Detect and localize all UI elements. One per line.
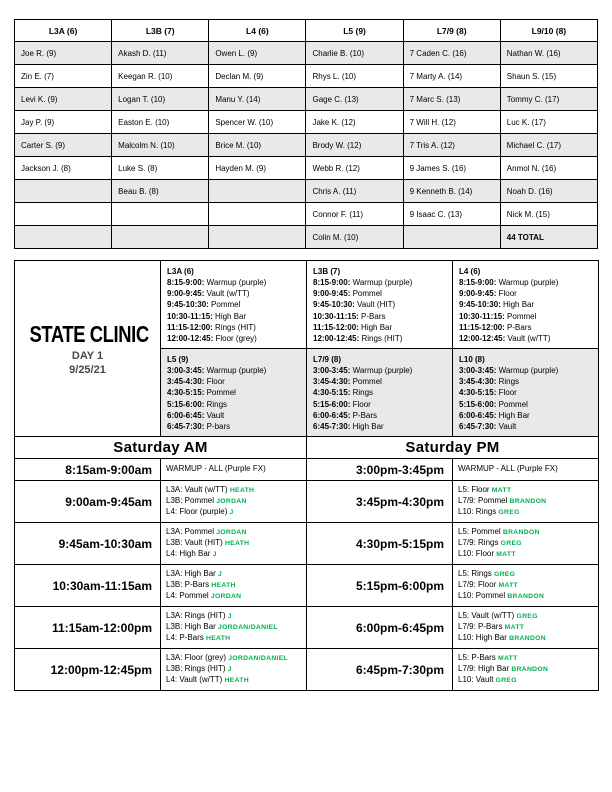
roster-athlete-cell: Webb R. (12)	[306, 157, 403, 180]
roster-athlete-cell: 7 Marty A. (14)	[403, 65, 500, 88]
level-slot: 9:45-10:30: High Bar	[459, 300, 535, 310]
level-slot: 9:00-9:45: Pommel	[313, 289, 382, 299]
roster-empty-cell	[112, 203, 209, 226]
roster-athlete-cell: Anmol N. (16)	[500, 157, 597, 180]
level-slot: 5:15-6:00: Floor	[313, 399, 371, 409]
assignment-line: L10: Rings GREG	[458, 506, 520, 516]
pm-time-slot: 3:00pm-3:45pm	[307, 459, 453, 481]
roster-athlete-cell: 7 Will H. (12)	[403, 111, 500, 134]
roster-athlete-cell: Jay P. (9)	[15, 111, 112, 134]
level-block-l79	[307, 349, 453, 437]
level-block-l3a	[161, 261, 307, 349]
coach-name: HEATH	[227, 487, 255, 495]
assignment-line: L3A: Vault (w/TT) HEATH	[166, 485, 255, 495]
schedule-row	[15, 459, 599, 481]
level-slot: 3:00-3:45: Warmup (purple)	[459, 366, 559, 376]
coach-name: MATT	[494, 550, 516, 558]
roster-athlete-cell: Carter S. (9)	[15, 134, 112, 157]
roster-athlete-cell: Owen L. (9)	[209, 42, 306, 65]
assignment-line: L4: Pommel JORDAN	[166, 590, 242, 600]
coach-name: MATT	[489, 487, 512, 495]
level-title: L5 (9)	[167, 355, 189, 365]
pm-time-slot: 5:15pm-6:00pm	[307, 565, 453, 607]
level-slot: 11:15-12:00: High Bar	[313, 322, 393, 332]
coach-name: GREG	[498, 540, 522, 548]
roster-athlete-cell: Keegan R. (10)	[112, 65, 209, 88]
assignment-line: WARMUP - ALL (Purple FX)	[166, 464, 266, 474]
assignment-line: L3B: Rings (HIT) J	[166, 664, 232, 674]
level-slot: 6:45-7:30: Vault	[459, 421, 517, 431]
pm-time-slot: 3:45pm-4:30pm	[307, 481, 453, 523]
assignment-line: L5: Vault (w/TT) GREG	[458, 611, 538, 621]
coach-name: MATT	[495, 655, 518, 663]
level-slot: 10:30-11:15: P-Bars	[313, 311, 386, 321]
roster-row	[15, 203, 598, 226]
roster-header-row	[15, 20, 598, 42]
level-slot: 9:45-10:30: Pommel	[167, 300, 241, 310]
level-block-l5	[161, 349, 307, 437]
roster-total-cell: 44 TOTAL	[500, 226, 597, 249]
roster-athlete-cell: Brice M. (10)	[209, 134, 306, 157]
level-slot: 8:15-9:00: Warmup (purple)	[459, 278, 559, 288]
coach-name: J	[215, 571, 223, 579]
am-time-slot: 8:15am-9:00am	[15, 459, 161, 481]
pm-assignments	[453, 565, 599, 607]
coach-name: MATT	[502, 624, 525, 632]
coach-name: MATT	[496, 582, 519, 590]
roster-athlete-cell: 7 Tris A. (12)	[403, 134, 500, 157]
am-time-slot: 10:30am-11:15am	[15, 565, 161, 607]
page-content	[14, 19, 598, 691]
roster-athlete-cell: Easton E. (10)	[112, 111, 209, 134]
roster-empty-cell	[209, 180, 306, 203]
roster-athlete-cell: 9 Isaac C. (13)	[403, 203, 500, 226]
assignment-line: L5: Pommel BRANDON	[458, 527, 540, 537]
am-time-slot: 9:45am-10:30am	[15, 523, 161, 565]
assignment-line: L3B: P-Bars HEATH	[166, 580, 236, 590]
assignment-line: L3B: Pommel JORDAN	[166, 496, 247, 506]
am-assignments	[161, 649, 307, 691]
level-slot: 6:00-6:45: P-Bars	[313, 410, 378, 420]
coach-name: J	[225, 666, 232, 674]
level-slot: 6:00-6:45: Vault	[167, 410, 225, 420]
am-assignments	[161, 607, 307, 649]
level-slot: 9:00-9:45: Floor	[459, 289, 517, 299]
roster-athlete-cell: Logan T. (10)	[112, 88, 209, 111]
level-slot: 12:00-12:45: Rings (HIT)	[313, 333, 403, 343]
assignment-line: L10: High Bar BRANDON	[458, 632, 546, 642]
roster-athlete-cell: Akash D. (11)	[112, 42, 209, 65]
level-slot: 3:45-4:30: Floor	[167, 377, 225, 387]
clinic-date: 9/25/21	[69, 364, 106, 376]
pm-assignments	[453, 523, 599, 565]
am-assignments	[161, 459, 307, 481]
roster-empty-cell	[15, 180, 112, 203]
level-title: L7/9 (8)	[313, 355, 342, 365]
assignment-line: L7/9: P-Bars MATT	[458, 622, 525, 632]
assignment-line: L5: P-Bars MATT	[458, 653, 518, 663]
level-slot: 12:00-12:45: Floor (grey)	[167, 333, 257, 343]
assignment-line: L4: P-Bars HEATH	[166, 632, 231, 642]
level-slot: 5:15-6:00: Rings	[167, 399, 228, 409]
coach-name: HEATH	[222, 540, 250, 548]
assignment-line: L7/9: High Bar BRANDON	[458, 664, 549, 674]
coach-name: HEATH	[209, 582, 236, 590]
assignment-line: L4: Floor (purple) J	[166, 506, 234, 516]
level-slot: 8:15-9:00: Warmup (purple)	[313, 278, 413, 288]
coach-name: JORDAN	[214, 529, 247, 537]
assignment-line: WARMUP - ALL (Purple FX)	[458, 464, 558, 474]
schedule-row	[15, 649, 599, 691]
clinic-schedule-table	[14, 260, 599, 691]
coach-name: BRANDON	[506, 634, 546, 642]
coach-name: J	[210, 550, 217, 558]
roster-athlete-cell: 7 Marc S. (13)	[403, 88, 500, 111]
roster-athlete-cell: Joe R. (9)	[15, 42, 112, 65]
assignment-line: L5: Rings GREG	[458, 569, 516, 579]
assignment-line: L5: Floor MATT	[458, 485, 512, 495]
pm-time-slot: 6:00pm-6:45pm	[307, 607, 453, 649]
roster-athlete-cell: Hayden M. (9)	[209, 157, 306, 180]
level-slot: 4:30-5:15: Pommel	[167, 388, 236, 398]
clinic-title: STATE CLINIC	[29, 321, 149, 347]
assignment-line: L10: Vault GREG	[458, 674, 517, 684]
pm-assignments	[453, 481, 599, 523]
roster-athlete-cell: Malcolm N. (10)	[112, 134, 209, 157]
assignment-line: L7/9: Rings GREG	[458, 538, 522, 548]
roster-row	[15, 88, 598, 111]
roster-athlete-cell: Connor F. (11)	[306, 203, 403, 226]
pm-assignments	[453, 649, 599, 691]
coach-name: HEATH	[203, 634, 231, 642]
roster-row	[15, 134, 598, 157]
roster-row	[15, 157, 598, 180]
assignment-line: L3A: Rings (HIT) J	[166, 611, 232, 621]
level-slot: 6:45-7:30: High Bar	[313, 421, 384, 431]
roster-table	[14, 19, 598, 249]
roster-empty-cell	[15, 226, 112, 249]
roster-athlete-cell: Tommy C. (17)	[500, 88, 597, 111]
am-assignments	[161, 481, 307, 523]
roster-athlete-cell: Nick M. (15)	[500, 203, 597, 226]
roster-athlete-cell: Luc K. (17)	[500, 111, 597, 134]
roster-athlete-cell: Declan M. (9)	[209, 65, 306, 88]
assignment-line: L10: Pommel BRANDON	[458, 590, 545, 600]
level-slot: 4:30-5:15: Rings	[313, 388, 374, 398]
am-assignments	[161, 523, 307, 565]
level-slot: 3:45-4:30: Rings	[459, 377, 520, 387]
roster-column-header: L5 (9)	[306, 20, 403, 42]
coach-name: JORDAN	[214, 498, 247, 506]
am-assignments	[161, 565, 307, 607]
assignment-line: L3B: High Bar JORDAN/DANIEL	[166, 622, 278, 632]
assignment-line: L4: High Bar J	[166, 548, 217, 558]
level-block-l4	[453, 261, 599, 349]
roster-athlete-cell: Michael C. (17)	[500, 134, 597, 157]
level-slot: 10:30-11:15: Pommel	[459, 311, 537, 321]
roster-empty-cell	[112, 226, 209, 249]
level-slot: 3:00-3:45: Warmup (purple)	[313, 366, 413, 376]
roster-athlete-cell: Brody W. (12)	[306, 134, 403, 157]
level-title: L4 (6)	[459, 267, 481, 277]
roster-row	[15, 226, 598, 249]
roster-column-header: L3B (7)	[112, 20, 209, 42]
level-slot: 6:45-7:30: P-bars	[167, 421, 231, 431]
level-title: L3B (7)	[313, 267, 341, 277]
am-time-slot: 11:15am-12:00pm	[15, 607, 161, 649]
coach-name: BRANDON	[500, 529, 540, 537]
roster-athlete-cell: Zin E. (7)	[15, 65, 112, 88]
roster-column-header: L3A (6)	[15, 20, 112, 42]
saturday-am-header: Saturday AM	[15, 437, 307, 459]
assignment-line: L10: Floor MATT	[458, 548, 516, 558]
roster-athlete-cell: Colin M. (10)	[306, 226, 403, 249]
assignment-line: L7/9: Floor MATT	[458, 580, 519, 590]
roster-athlete-cell: Chris A. (11)	[306, 180, 403, 203]
roster-row	[15, 180, 598, 203]
level-block-l10	[453, 349, 599, 437]
level-row-am	[15, 261, 599, 349]
level-slot: 12:00-12:45: Vault (w/TT)	[459, 333, 551, 343]
roster-column-header: L4 (6)	[209, 20, 306, 42]
roster-empty-cell	[403, 226, 500, 249]
coach-name: JORDAN/DANIEL	[215, 624, 278, 632]
assignment-line: L3B: Vault (HIT) HEATH	[166, 538, 250, 548]
coach-name: BRANDON	[505, 592, 545, 600]
roster-row	[15, 65, 598, 88]
assignment-line: L3A: High Bar J	[166, 569, 223, 579]
clinic-schedule-body	[15, 261, 599, 691]
coach-name: HEATH	[222, 676, 249, 684]
roster-body	[15, 42, 598, 249]
level-slot: 6:00-6:45: High Bar	[459, 410, 530, 420]
coach-name: JORDAN/DANIEL	[226, 655, 289, 663]
roster-athlete-cell: Noah D. (16)	[500, 180, 597, 203]
schedule-row	[15, 607, 599, 649]
roster-athlete-cell: 7 Caden C. (16)	[403, 42, 500, 65]
clinic-day: DAY 1	[71, 350, 104, 362]
coach-name: J	[225, 613, 232, 621]
roster-column-header: L9/10 (8)	[500, 20, 597, 42]
assignment-line: L7/9: Pommel BRANDON	[458, 496, 547, 506]
schedule-row	[15, 481, 599, 523]
level-slot: 3:45-4:30: Pommel	[313, 377, 382, 387]
roster-empty-cell	[209, 203, 306, 226]
coach-name: GREG	[491, 571, 516, 579]
am-time-slot: 12:00pm-12:45pm	[15, 649, 161, 691]
pm-assignments	[453, 459, 599, 481]
roster-empty-cell	[209, 226, 306, 249]
roster-athlete-cell: Rhys L. (10)	[306, 65, 403, 88]
level-title: L10 (8)	[459, 355, 485, 365]
roster-athlete-cell: Gage C. (13)	[306, 88, 403, 111]
saturday-pm-header: Saturday PM	[307, 437, 599, 459]
roster-column-header: L7/9 (8)	[403, 20, 500, 42]
coach-name: JORDAN	[208, 592, 242, 600]
roster-athlete-cell: Charlie B. (10)	[306, 42, 403, 65]
assignment-line: L3A: Pommel JORDAN	[166, 527, 247, 537]
level-slot: 10:30-11:15: High Bar	[167, 311, 247, 321]
roster-athlete-cell: 9 James S. (16)	[403, 157, 500, 180]
pm-time-slot: 4:30pm-5:15pm	[307, 523, 453, 565]
level-slot: 8:15-9:00: Warmup (purple)	[167, 278, 267, 288]
roster-athlete-cell: Spencer W. (10)	[209, 111, 306, 134]
coach-name: GREG	[496, 508, 520, 516]
coach-name: BRANDON	[507, 498, 547, 506]
roster-athlete-cell: Levi K. (9)	[15, 88, 112, 111]
roster-empty-cell	[15, 203, 112, 226]
assignment-line: L4: Vault (w/TT) HEATH	[166, 674, 249, 684]
level-slot: 11:15-12:00: P-Bars	[459, 322, 532, 332]
roster-athlete-cell: Luke S. (8)	[112, 157, 209, 180]
roster-athlete-cell: Nathan W. (16)	[500, 42, 597, 65]
level-slot: 9:45-10:30: Vault (HIT)	[313, 300, 396, 310]
pm-assignments	[453, 607, 599, 649]
level-slot: 4:30-5:15: Floor	[459, 388, 517, 398]
coach-name: J	[227, 508, 234, 516]
pm-time-slot: 6:45pm-7:30pm	[307, 649, 453, 691]
schedule-row	[15, 565, 599, 607]
level-title: L3A (6)	[167, 267, 194, 277]
level-slot: 11:15-12:00: Rings (HIT)	[167, 322, 256, 332]
roster-athlete-cell: Manu Y. (14)	[209, 88, 306, 111]
schedule-row	[15, 523, 599, 565]
coach-name: BRANDON	[509, 666, 549, 674]
coach-name: GREG	[493, 676, 517, 684]
coach-name: GREG	[514, 613, 538, 621]
level-block-l3b	[307, 261, 453, 349]
roster-athlete-cell: Beau B. (8)	[112, 180, 209, 203]
schedule-header-row	[15, 437, 599, 459]
clinic-title-cell	[15, 261, 161, 437]
roster-athlete-cell: Jake K. (12)	[306, 111, 403, 134]
roster-athlete-cell: 9 Kenneth B. (14)	[403, 180, 500, 203]
roster-athlete-cell: Jackson J. (8)	[15, 157, 112, 180]
roster-athlete-cell: Shaun S. (15)	[500, 65, 597, 88]
level-slot: 3:00-3:45: Warmup (purple)	[167, 366, 267, 376]
am-time-slot: 9:00am-9:45am	[15, 481, 161, 523]
roster-row	[15, 42, 598, 65]
roster-row	[15, 111, 598, 134]
level-slot: 5:15-6:00: Pommel	[459, 399, 528, 409]
assignment-line: L3A: Floor (grey) JORDAN/DANIEL	[166, 653, 289, 663]
level-slot: 9:00-9:45: Vault (w/TT)	[167, 289, 250, 299]
